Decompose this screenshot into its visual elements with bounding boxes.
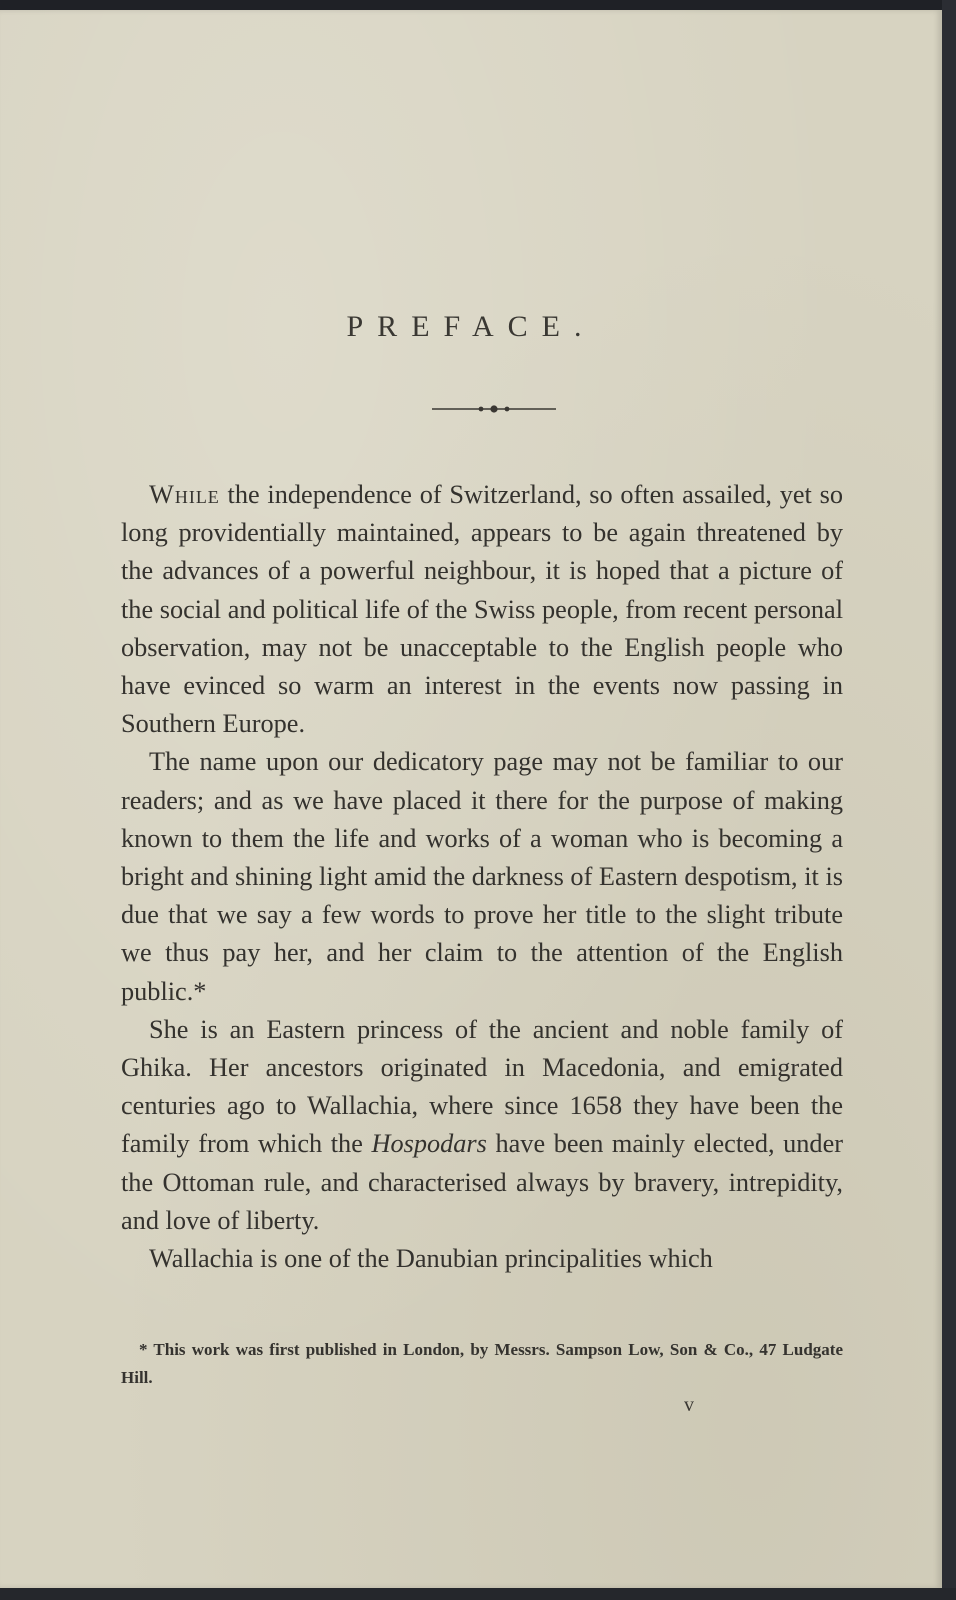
paragraph [121, 476, 843, 743]
paragraph: Wallachia is one of the Danubian principalities which [149, 1244, 713, 1274]
book-edge [942, 0, 956, 1600]
paragraph-lead: While [149, 480, 220, 509]
book-edge-bottom [0, 1588, 956, 1600]
paragraph [121, 1011, 843, 1240]
preface-body [121, 476, 843, 1278]
book-page [0, 10, 942, 1588]
footnote-text: * This work was first published in London, by Messrs. Sampson Low, Son & Co., 47 Ludgate Hill. [121, 1340, 843, 1387]
ornament-divider [432, 402, 556, 416]
paragraph-text: She is an Eastern princess of the ancient and noble family of Ghika. Her ancestors originated in Macedonia, and emigrated centuries ago to Wallachia, where since 1658 they have been the family from which the [121, 1014, 843, 1159]
paragraph-text: the independence of Switzerland, so often assailed, yet so long providentially maintained, appears to be again threatened by the advances of a powerful neighbour, it is hoped that a picture of the social and political life of the Swiss people, from recent personal observation, may not be unacceptable to the English people who have evinced so warm an interest in the events now passing in Southern Europe. [121, 480, 843, 739]
footnote [121, 1336, 843, 1392]
paragraph-text: have been mainly elected, under the Ottoman rule, and characterised always by bravery, intrepidity, and love of liberty. [121, 1129, 843, 1235]
page-title: PREFACE. [346, 310, 596, 343]
paragraph: The name upon our dedicatory page may not be familiar to our readers; and as we have placed it there for the purpose of making known to them the life and works of a woman who is becoming a bright and shining light amid the darkness of Eastern despotism, it is due that we say a few words to prove her title to the slight tribute we thus pay her, and her claim to the attention of the English public.* [121, 747, 843, 1006]
italic-term: Hospodars [371, 1129, 487, 1159]
page-number: v [684, 1394, 694, 1416]
